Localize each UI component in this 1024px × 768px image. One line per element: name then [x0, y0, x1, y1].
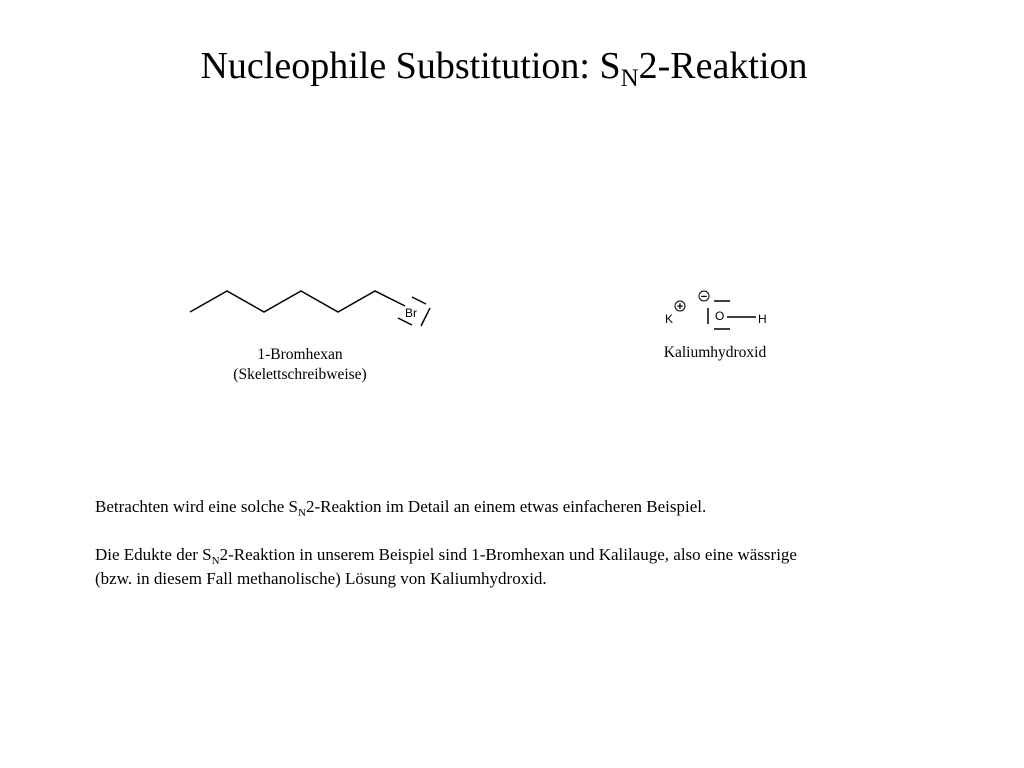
paragraph-educts-part1: Die Edukte der S — [95, 545, 212, 564]
title-subscript: N — [620, 65, 639, 92]
bromine-lone-pair-right — [421, 308, 430, 326]
bromohexane-structure — [180, 280, 450, 340]
negative-charge-sign: − — [700, 291, 708, 303]
bromine-lone-pair-top — [412, 297, 426, 304]
title-prefix: Nucleophile Substitution: S — [200, 45, 621, 87]
title-suffix: 2-Reaktion — [638, 45, 808, 87]
positive-charge-sign: + — [676, 301, 684, 313]
paragraph-educts-part2: 2-Reaktion in unserem Beispiel sind 1-Bromhexan und Kalilauge, also eine wässrige — [219, 545, 797, 564]
bromohexane-caption-note: (Skelettschreibweise) — [233, 366, 367, 383]
oxygen-atom-label: O — [715, 309, 725, 323]
hydrogen-atom-label: H — [758, 312, 767, 326]
paragraph-intro-part2: 2-Reaktion im Detail an einem etwas einfacheren Beispiel. — [305, 497, 707, 516]
paragraph-educts — [95, 543, 797, 591]
paragraph-educts-line1 — [95, 543, 797, 567]
slide-title — [0, 42, 1008, 90]
paragraph-educts-line2: (bzw. in diesem Fall methanolische) Lösung von Kaliumhydroxid. — [95, 569, 547, 588]
paragraph-intro-subscript: N — [298, 507, 306, 519]
bromohexane-caption-name: 1-Bromhexan — [257, 346, 343, 363]
potassium-hydroxide-caption: Kaliumhydroxid — [663, 344, 767, 361]
paragraph-intro-part1: Betrachten wird eine solche S — [95, 497, 298, 516]
bromine-atom-label: Br — [405, 306, 417, 320]
carbon-chain — [190, 291, 405, 312]
paragraph-educts-subscript: N — [211, 555, 220, 567]
paragraph-intro — [95, 495, 706, 519]
potassium-atom-label: K — [665, 312, 674, 326]
bromohexane-caption — [200, 345, 400, 385]
potassium-hydroxide-structure — [655, 284, 775, 334]
